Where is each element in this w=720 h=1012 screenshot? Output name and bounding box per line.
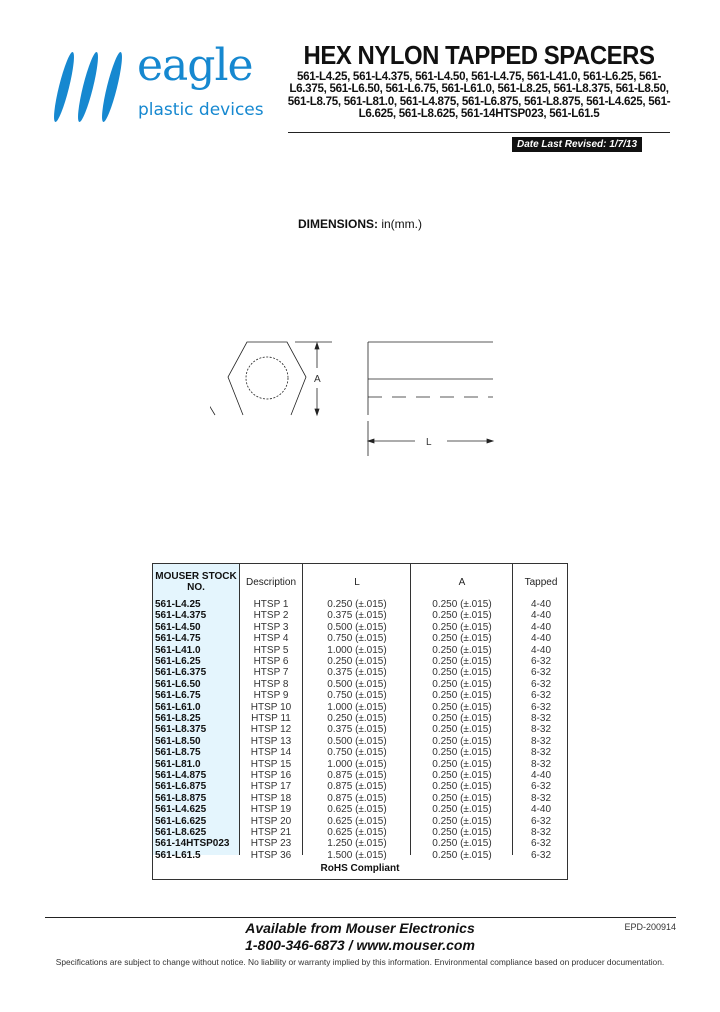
cell-across-flats: 0.250 (±.015): [432, 770, 492, 781]
cell-description: HTSP 2: [253, 610, 289, 622]
cell-across-flats: 0.250 (±.015): [432, 747, 492, 759]
cell-stock-no: 561-L8.375: [155, 724, 207, 736]
cell-length: 0.375 (±.015): [327, 610, 387, 622]
header-description: Description: [245, 576, 297, 588]
cell-description: HTSP 14: [250, 747, 292, 759]
cell-length: 0.250 (±.015): [327, 656, 387, 667]
table-row: [153, 747, 567, 758]
logo-subtitle: plastic devices: [138, 100, 264, 120]
cell-stock-no: 561-L8.25: [155, 713, 201, 724]
cell-thread: 6-32: [530, 656, 551, 667]
cell-thread: 8-32: [530, 758, 551, 770]
cell-description: HTSP 16: [250, 770, 292, 781]
document-number: EPD-200914: [624, 922, 676, 932]
table-row: [153, 724, 567, 735]
cell-stock-no: 561-L81.0: [155, 758, 201, 770]
cell-length: 1.000 (±.015): [327, 758, 387, 770]
spacer-spec-table: [152, 563, 568, 880]
cell-length: 0.625 (±.015): [327, 804, 387, 816]
cell-thread: 4-40: [530, 621, 551, 633]
cell-across-flats: 0.250 (±.015): [432, 621, 492, 633]
cell-description: HTSP 7: [253, 667, 289, 679]
cell-across-flats: 0.250 (±.015): [432, 633, 492, 645]
cell-description: HTSP 11: [251, 713, 291, 724]
cell-thread: 4-40: [530, 644, 551, 656]
spacer-drawing: [210, 325, 510, 460]
available-from: Available from Mouser Electronics: [245, 920, 475, 936]
cell-description: HTSP 3: [253, 621, 289, 633]
table-row: [153, 804, 567, 815]
cell-length: 1.500 (±.015): [327, 849, 387, 861]
cell-stock-no: 561-L4.75: [155, 633, 201, 645]
cell-stock-no: 561-L8.75: [155, 747, 201, 759]
part-numbers: 561-L4.25, 561-L4.375, 561-L4.50, 561-L4.75, 561-L41.0, 561-L6.25, 561-L6.375, 561-L6.50, 561-L6.75, 561-L61.0, 561-L8.25, 561-L8.375, 561-L8.50, 561-L8.75, 561-L81.0, 561-L4.875, 561-L6.875, 561-L8.875, 561-L4.625, 561-L6.625, 561-L8.625, 561-14HTSP023, 561-L61.5: [287, 70, 671, 121]
table-row: [153, 599, 567, 610]
cell-across-flats: 0.250 (±.015): [432, 690, 492, 702]
table-row: [153, 679, 567, 690]
cell-length: 0.625 (±.015): [327, 815, 387, 827]
cell-description: HTSP 8: [253, 678, 289, 690]
page-title: HEX NYLON TAPPED SPACERS: [303, 40, 655, 70]
cell-length: 1.000 (±.015): [327, 701, 387, 713]
cell-thread: 8-32: [530, 747, 551, 759]
cell-across-flats: 0.250 (±.015): [432, 724, 492, 736]
logo-wordmark: eagle: [137, 40, 253, 91]
cell-thread: 6-32: [530, 781, 551, 793]
table-row: [153, 793, 567, 804]
cell-length: 0.875 (±.015): [327, 792, 387, 804]
table-row: [153, 690, 567, 701]
cell-length: 0.750 (±.015): [327, 633, 387, 645]
cell-thread: 4-40: [530, 770, 551, 781]
cell-thread: 6-32: [530, 678, 551, 690]
cell-length: 0.750 (±.015): [327, 690, 387, 702]
cell-across-flats: 0.250 (±.015): [432, 735, 492, 747]
header-a: A: [458, 576, 466, 588]
cell-description: HTSP 18: [250, 792, 292, 804]
cell-stock-no: 561-L61.5: [155, 849, 201, 861]
cell-thread: 4-40: [530, 633, 551, 645]
cell-description: HTSP 12: [250, 724, 292, 736]
cell-stock-no: 561-L6.625: [155, 815, 207, 827]
cell-across-flats: 0.250 (±.015): [432, 815, 492, 827]
cell-thread: 6-32: [530, 838, 551, 850]
cell-thread: 6-32: [530, 701, 551, 713]
cell-description: HTSP 21: [250, 827, 292, 838]
cell-stock-no: 561-L6.875: [155, 781, 207, 793]
cell-description: HTSP 6: [253, 656, 289, 667]
rohs-note: RoHS Compliant: [320, 863, 400, 874]
cell-stock-no: 561-L8.875: [155, 792, 207, 804]
cell-length: 0.500 (±.015): [327, 621, 387, 633]
cell-length: 0.875 (±.015): [327, 770, 387, 781]
cell-across-flats: 0.250 (±.015): [432, 610, 492, 622]
cell-stock-no: 561-L4.625: [155, 804, 207, 816]
cell-stock-no: 561-L4.50: [155, 621, 201, 633]
dimensions-label: DIMENSIONS:: [297, 217, 378, 231]
table-row: [153, 713, 567, 724]
cell-thread: 6-32: [530, 849, 551, 861]
cell-length: 0.625 (±.015): [327, 827, 387, 838]
cell-description: HTSP 36: [250, 849, 292, 861]
cell-across-flats: 0.250 (±.015): [432, 849, 492, 861]
availability-note: [200, 920, 520, 954]
cell-stock-no: 561-L6.75: [155, 690, 201, 702]
cell-across-flats: 0.250 (±.015): [432, 667, 492, 679]
divider: [288, 132, 670, 133]
header-stock-no: MOUSER STOCK NO.: [155, 571, 237, 593]
cell-across-flats: 0.250 (±.015): [432, 599, 492, 610]
cell-across-flats: 0.250 (±.015): [432, 644, 492, 656]
cell-length: 1.000 (±.015): [327, 644, 387, 656]
cell-description: HTSP 15: [250, 758, 292, 770]
cell-thread: 6-32: [530, 815, 551, 827]
cell-description: HTSP 4: [253, 633, 289, 645]
cell-description: HTSP 1: [253, 599, 289, 610]
cell-description: HTSP 19: [250, 804, 292, 816]
cell-stock-no: 561-L8.625: [155, 827, 207, 838]
table-row: [153, 770, 567, 781]
table-row: [153, 850, 567, 861]
header-tapped: Tapped: [524, 576, 558, 588]
cell-description: HTSP 9: [253, 690, 289, 702]
cell-thread: 8-32: [530, 827, 551, 838]
cell-stock-no: 561-L41.0: [155, 644, 201, 656]
header-l: L: [354, 576, 360, 588]
cell-thread: 8-32: [530, 724, 551, 736]
cell-across-flats: 0.250 (±.015): [432, 804, 492, 816]
cell-thread: 6-32: [530, 690, 551, 702]
contact-info: 1-800-346-6873 / www.mouser.com: [245, 937, 475, 953]
cell-length: 0.375 (±.015): [327, 667, 387, 679]
table-row: [153, 816, 567, 827]
divider: [45, 917, 676, 918]
dimension-l-label: L: [426, 437, 432, 448]
cell-across-flats: 0.250 (±.015): [432, 758, 492, 770]
disclaimer: Specifications are subject to change without notice. No liability or warranty implied by this information. Environmental compliance based on producer documentation.: [55, 957, 665, 967]
cell-length: 0.500 (±.015): [327, 735, 387, 747]
table-row: [153, 827, 567, 838]
table-row: [153, 759, 567, 770]
table-row: [153, 702, 567, 713]
cell-length: 0.250 (±.015): [327, 713, 387, 724]
cell-description: HTSP 5: [253, 644, 289, 656]
date-revised-badge: Date Last Revised: 1/7/13: [512, 137, 642, 152]
cell-length: 0.375 (±.015): [327, 724, 387, 736]
table-row: [153, 656, 567, 667]
cell-stock-no: 561-L8.50: [155, 735, 201, 747]
cell-across-flats: 0.250 (±.015): [432, 701, 492, 713]
table-row: [153, 736, 567, 747]
cell-stock-no: 561-L6.25: [155, 656, 201, 667]
cell-thread: 4-40: [530, 804, 551, 816]
cell-across-flats: 0.250 (±.015): [432, 781, 492, 793]
cell-thread: 8-32: [530, 792, 551, 804]
table-row: [153, 781, 567, 792]
cell-length: 0.500 (±.015): [327, 678, 387, 690]
cell-stock-no: 561-L61.0: [155, 701, 201, 713]
table-row: [153, 645, 567, 656]
cell-thread: 8-32: [530, 735, 551, 747]
table-row: [153, 838, 567, 849]
cell-length: 0.250 (±.015): [327, 599, 387, 610]
cell-stock-no: 561-L6.375: [155, 667, 207, 679]
cell-thread: 4-40: [530, 610, 551, 622]
cell-across-flats: 0.250 (±.015): [432, 838, 492, 850]
cell-across-flats: 0.250 (±.015): [432, 678, 492, 690]
table-row: [153, 610, 567, 621]
cell-stock-no: 561-L4.875: [155, 770, 207, 781]
cell-thread: 8-32: [530, 713, 551, 724]
cell-thread: 4-40: [530, 599, 551, 610]
dimensions-heading: [260, 217, 460, 231]
table-row: [153, 622, 567, 633]
table-row: [153, 667, 567, 678]
cell-across-flats: 0.250 (±.015): [432, 713, 492, 724]
cell-description: HTSP 17: [250, 781, 292, 793]
cell-length: 0.750 (±.015): [327, 747, 387, 759]
cell-length: 1.250 (±.015): [327, 838, 387, 850]
cell-stock-no: 561-L4.25: [155, 599, 201, 610]
cell-description: HTSP 10: [250, 701, 292, 713]
cell-across-flats: 0.250 (±.015): [432, 827, 492, 838]
cell-across-flats: 0.250 (±.015): [432, 656, 492, 667]
cell-description: HTSP 13: [250, 735, 292, 747]
dimension-a-label: A: [314, 374, 321, 385]
cell-stock-no: 561-14HTSP023: [155, 838, 230, 850]
cell-length: 0.875 (±.015): [327, 781, 387, 793]
dimensions-unit: in(mm.): [378, 217, 422, 231]
cell-thread: 6-32: [530, 667, 551, 679]
cell-stock-no: 561-L6.50: [155, 678, 201, 690]
cell-across-flats: 0.250 (±.015): [432, 792, 492, 804]
cell-stock-no: 561-L4.375: [155, 610, 207, 622]
cell-description: HTSP 23: [250, 838, 292, 850]
eagle-logo-stripes: [50, 50, 135, 125]
table-row: [153, 633, 567, 644]
cell-description: HTSP 20: [250, 815, 292, 827]
